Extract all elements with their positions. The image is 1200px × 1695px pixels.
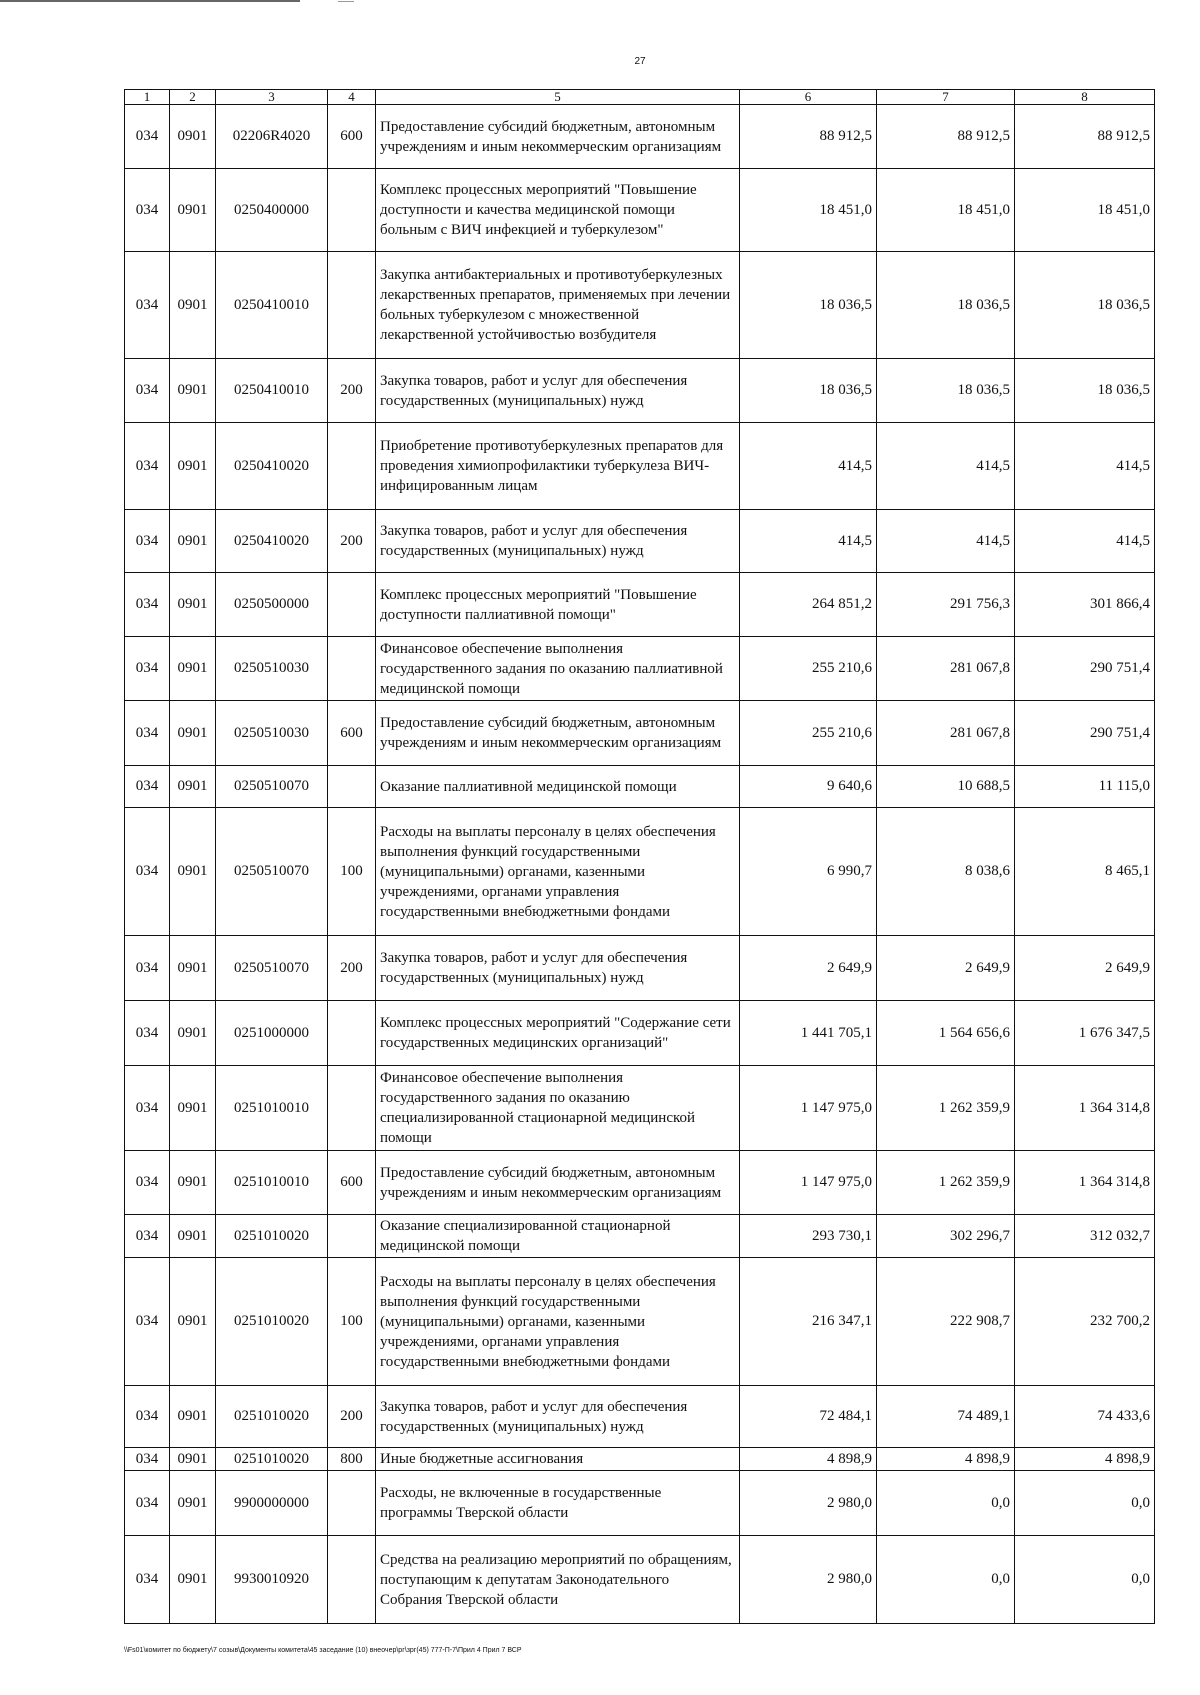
section-code: 0901	[170, 1001, 216, 1066]
table-row	[125, 573, 1155, 637]
table-row	[125, 701, 1155, 766]
ministry-code: 034	[125, 573, 170, 637]
expense-type-code	[328, 252, 376, 359]
amount-col7: 1 262 359,9	[877, 1066, 1015, 1151]
amount-col6: 264 851,2	[740, 573, 877, 637]
amount-col6: 414,5	[740, 423, 877, 510]
amount-col6: 414,5	[740, 510, 877, 573]
table-row	[125, 105, 1155, 169]
expense-type-code	[328, 637, 376, 701]
table-row	[125, 808, 1155, 936]
section-code: 0901	[170, 510, 216, 573]
expense-type-code	[328, 423, 376, 510]
table-row	[125, 936, 1155, 1001]
table-row	[125, 1066, 1155, 1151]
ministry-code: 034	[125, 637, 170, 701]
page-number: 27	[634, 56, 646, 67]
expense-type-code	[328, 1066, 376, 1151]
section-code: 0901	[170, 637, 216, 701]
target-article-code: 0250400000	[216, 169, 328, 252]
target-article-code: 0250410010	[216, 359, 328, 423]
amount-col8: 74 433,6	[1015, 1386, 1155, 1448]
amount-col8: 301 866,4	[1015, 573, 1155, 637]
expense-type-code: 600	[328, 701, 376, 766]
target-article-code: 0250510030	[216, 637, 328, 701]
row-description: Иные бюджетные ассигнования	[376, 1448, 740, 1471]
section-code: 0901	[170, 105, 216, 169]
scan-edge-mark	[338, 1, 354, 2]
section-code: 0901	[170, 573, 216, 637]
amount-col8: 414,5	[1015, 423, 1155, 510]
expense-type-code: 600	[328, 1151, 376, 1215]
section-code: 0901	[170, 1386, 216, 1448]
row-description: Оказание специализированной стационарной медицинской помощи	[376, 1215, 740, 1258]
ministry-code: 034	[125, 252, 170, 359]
column-header: 7	[877, 90, 1015, 105]
expense-type-code	[328, 573, 376, 637]
column-header: 2	[170, 90, 216, 105]
target-article-code: 0250510070	[216, 808, 328, 936]
footer-file-path: \\Fs01\комитет по бюджету\7 созыв\Документы комитета\45 заседание (10) внеочер\рг\зрг(45) 777-П-7\Прил 4 Прил 7 ВСР	[124, 1647, 522, 1654]
amount-col6: 255 210,6	[740, 701, 877, 766]
table-row	[125, 359, 1155, 423]
target-article-code: 0250510070	[216, 766, 328, 808]
expense-type-code: 100	[328, 808, 376, 936]
row-description: Закупка антибактериальных и противотуберкулезных лекарственных препаратов, применяемых при лечении больных туберкулезом с множественной лекарственной устойчивостью возбудителя	[376, 252, 740, 359]
target-article-code: 0250410020	[216, 510, 328, 573]
row-description: Комплекс процессных мероприятий "Содержание сети государственных медицинских организаций"	[376, 1001, 740, 1066]
amount-col8: 0,0	[1015, 1471, 1155, 1536]
amount-col8: 18 036,5	[1015, 252, 1155, 359]
section-code: 0901	[170, 1151, 216, 1215]
amount-col7: 74 489,1	[877, 1386, 1015, 1448]
row-description: Средства на реализацию мероприятий по обращениям, поступающим к депутатам Законодательного Собрания Тверской области	[376, 1536, 740, 1624]
section-code: 0901	[170, 1215, 216, 1258]
ministry-code: 034	[125, 1001, 170, 1066]
target-article-code: 9930010920	[216, 1536, 328, 1624]
expense-type-code: 200	[328, 936, 376, 1001]
amount-col8: 18 036,5	[1015, 359, 1155, 423]
section-code: 0901	[170, 1448, 216, 1471]
table-row	[125, 1151, 1155, 1215]
amount-col6: 1 441 705,1	[740, 1001, 877, 1066]
amount-col6: 18 451,0	[740, 169, 877, 252]
table-row	[125, 766, 1155, 808]
row-description: Комплекс процессных мероприятий "Повышение доступности паллиативной помощи"	[376, 573, 740, 637]
section-code: 0901	[170, 169, 216, 252]
amount-col6: 293 730,1	[740, 1215, 877, 1258]
row-description: Расходы, не включенные в государственные программы Тверской области	[376, 1471, 740, 1536]
target-article-code: 0250410010	[216, 252, 328, 359]
amount-col8: 88 912,5	[1015, 105, 1155, 169]
amount-col6: 216 347,1	[740, 1258, 877, 1386]
amount-col7: 10 688,5	[877, 766, 1015, 808]
row-description: Закупка товаров, работ и услуг для обеспечения государственных (муниципальных) нужд	[376, 359, 740, 423]
amount-col6: 4 898,9	[740, 1448, 877, 1471]
amount-col8: 4 898,9	[1015, 1448, 1155, 1471]
amount-col7: 18 036,5	[877, 252, 1015, 359]
expense-type-code: 200	[328, 510, 376, 573]
budget-table	[124, 89, 1155, 1624]
amount-col7: 281 067,8	[877, 701, 1015, 766]
section-code: 0901	[170, 766, 216, 808]
ministry-code: 034	[125, 1471, 170, 1536]
amount-col7: 0,0	[877, 1536, 1015, 1624]
amount-col8: 0,0	[1015, 1536, 1155, 1624]
section-code: 0901	[170, 936, 216, 1001]
amount-col6: 2 980,0	[740, 1536, 877, 1624]
amount-col7: 291 756,3	[877, 573, 1015, 637]
target-article-code: 0251010020	[216, 1215, 328, 1258]
table-row	[125, 1536, 1155, 1624]
amount-col6: 88 912,5	[740, 105, 877, 169]
target-article-code: 0251010020	[216, 1386, 328, 1448]
table-row	[125, 1258, 1155, 1386]
expense-type-code	[328, 1471, 376, 1536]
column-header: 1	[125, 90, 170, 105]
expense-type-code: 200	[328, 359, 376, 423]
amount-col8: 11 115,0	[1015, 766, 1155, 808]
amount-col8: 18 451,0	[1015, 169, 1155, 252]
amount-col6: 2 649,9	[740, 936, 877, 1001]
row-description: Предоставление субсидий бюджетным, автономным учреждениям и иным некоммерческим организациям	[376, 1151, 740, 1215]
ministry-code: 034	[125, 1151, 170, 1215]
amount-col7: 4 898,9	[877, 1448, 1015, 1471]
target-article-code: 0250500000	[216, 573, 328, 637]
ministry-code: 034	[125, 1215, 170, 1258]
target-article-code: 0251010020	[216, 1448, 328, 1471]
column-header: 4	[328, 90, 376, 105]
expense-type-code	[328, 1001, 376, 1066]
table-row	[125, 1471, 1155, 1536]
amount-col6: 2 980,0	[740, 1471, 877, 1536]
amount-col6: 18 036,5	[740, 252, 877, 359]
target-article-code: 0250510030	[216, 701, 328, 766]
amount-col8: 290 751,4	[1015, 637, 1155, 701]
amount-col6: 255 210,6	[740, 637, 877, 701]
amount-col6: 1 147 975,0	[740, 1151, 877, 1215]
amount-col7: 222 908,7	[877, 1258, 1015, 1386]
target-article-code: 0251000000	[216, 1001, 328, 1066]
ministry-code: 034	[125, 701, 170, 766]
target-article-code: 0251010010	[216, 1151, 328, 1215]
amount-col8: 312 032,7	[1015, 1215, 1155, 1258]
section-code: 0901	[170, 1536, 216, 1624]
amount-col7: 281 067,8	[877, 637, 1015, 701]
row-description: Закупка товаров, работ и услуг для обеспечения государственных (муниципальных) нужд	[376, 936, 740, 1001]
amount-col8: 1 364 314,8	[1015, 1066, 1155, 1151]
amount-col8: 1 364 314,8	[1015, 1151, 1155, 1215]
amount-col7: 18 036,5	[877, 359, 1015, 423]
expense-type-code	[328, 1536, 376, 1624]
expense-type-code: 800	[328, 1448, 376, 1471]
ministry-code: 034	[125, 936, 170, 1001]
expense-type-code: 600	[328, 105, 376, 169]
ministry-code: 034	[125, 1536, 170, 1624]
column-header: 6	[740, 90, 877, 105]
table-row	[125, 1215, 1155, 1258]
ministry-code: 034	[125, 808, 170, 936]
amount-col7: 88 912,5	[877, 105, 1015, 169]
amount-col7: 414,5	[877, 510, 1015, 573]
expense-type-code: 200	[328, 1386, 376, 1448]
row-description: Приобретение противотуберкулезных препаратов для проведения химиопрофилактики туберкулеза ВИЧ-инфицированным лицам	[376, 423, 740, 510]
amount-col8: 232 700,2	[1015, 1258, 1155, 1386]
column-number-row	[125, 90, 1155, 105]
target-article-code: 02206R4020	[216, 105, 328, 169]
ministry-code: 034	[125, 766, 170, 808]
column-header: 3	[216, 90, 328, 105]
target-article-code: 0250510070	[216, 936, 328, 1001]
target-article-code: 0250410020	[216, 423, 328, 510]
amount-col6: 72 484,1	[740, 1386, 877, 1448]
amount-col7: 0,0	[877, 1471, 1015, 1536]
expense-type-code	[328, 169, 376, 252]
ministry-code: 034	[125, 510, 170, 573]
row-description: Закупка товаров, работ и услуг для обеспечения государственных (муниципальных) нужд	[376, 510, 740, 573]
target-article-code: 0251010010	[216, 1066, 328, 1151]
ministry-code: 034	[125, 169, 170, 252]
table-row	[125, 637, 1155, 701]
table-row	[125, 423, 1155, 510]
amount-col6: 9 640,6	[740, 766, 877, 808]
ministry-code: 034	[125, 1066, 170, 1151]
section-code: 0901	[170, 1471, 216, 1536]
row-description: Расходы на выплаты персоналу в целях обеспечения выполнения функций государственными (муниципальными) органами, казенными учреждениями, органами управления государственными внебюджетными фондами	[376, 1258, 740, 1386]
section-code: 0901	[170, 1066, 216, 1151]
amount-col6: 1 147 975,0	[740, 1066, 877, 1151]
amount-col7: 2 649,9	[877, 936, 1015, 1001]
target-article-code: 9900000000	[216, 1471, 328, 1536]
row-description: Расходы на выплаты персоналу в целях обеспечения выполнения функций государственными (муниципальными) органами, казенными учреждениями, органами управления государственными внебюджетными фондами	[376, 808, 740, 936]
column-header: 5	[376, 90, 740, 105]
section-code: 0901	[170, 252, 216, 359]
table-row	[125, 1386, 1155, 1448]
amount-col7: 8 038,6	[877, 808, 1015, 936]
ministry-code: 034	[125, 359, 170, 423]
amount-col6: 6 990,7	[740, 808, 877, 936]
amount-col8: 1 676 347,5	[1015, 1001, 1155, 1066]
row-description: Оказание паллиативной медицинской помощи	[376, 766, 740, 808]
amount-col8: 290 751,4	[1015, 701, 1155, 766]
ministry-code: 034	[125, 1386, 170, 1448]
row-description: Предоставление субсидий бюджетным, автономным учреждениям и иным некоммерческим организациям	[376, 105, 740, 169]
expense-type-code: 100	[328, 1258, 376, 1386]
scan-edge-line	[0, 0, 300, 2]
ministry-code: 034	[125, 423, 170, 510]
section-code: 0901	[170, 423, 216, 510]
amount-col7: 302 296,7	[877, 1215, 1015, 1258]
amount-col6: 18 036,5	[740, 359, 877, 423]
row-description: Финансовое обеспечение выполнения государственного задания по оказанию специализированной стационарной медицинской помощи	[376, 1066, 740, 1151]
row-description: Финансовое обеспечение выполнения государственного задания по оказанию паллиативной медицинской помощи	[376, 637, 740, 701]
column-header: 8	[1015, 90, 1155, 105]
section-code: 0901	[170, 701, 216, 766]
ministry-code: 034	[125, 105, 170, 169]
expense-type-code	[328, 1215, 376, 1258]
amount-col8: 8 465,1	[1015, 808, 1155, 936]
row-description: Закупка товаров, работ и услуг для обеспечения государственных (муниципальных) нужд	[376, 1386, 740, 1448]
amount-col7: 1 564 656,6	[877, 1001, 1015, 1066]
amount-col7: 1 262 359,9	[877, 1151, 1015, 1215]
row-description: Предоставление субсидий бюджетным, автономным учреждениям и иным некоммерческим организациям	[376, 701, 740, 766]
table-row	[125, 169, 1155, 252]
amount-col8: 414,5	[1015, 510, 1155, 573]
table-row	[125, 1448, 1155, 1471]
amount-col8: 2 649,9	[1015, 936, 1155, 1001]
section-code: 0901	[170, 359, 216, 423]
section-code: 0901	[170, 1258, 216, 1386]
section-code: 0901	[170, 808, 216, 936]
table-row	[125, 1001, 1155, 1066]
ministry-code: 034	[125, 1258, 170, 1386]
expense-type-code	[328, 766, 376, 808]
table-row	[125, 510, 1155, 573]
table-row	[125, 252, 1155, 359]
target-article-code: 0251010020	[216, 1258, 328, 1386]
amount-col7: 18 451,0	[877, 169, 1015, 252]
amount-col7: 414,5	[877, 423, 1015, 510]
row-description: Комплекс процессных мероприятий "Повышение доступности и качества медицинской помощи больным с ВИЧ инфекцией и туберкулезом"	[376, 169, 740, 252]
ministry-code: 034	[125, 1448, 170, 1471]
